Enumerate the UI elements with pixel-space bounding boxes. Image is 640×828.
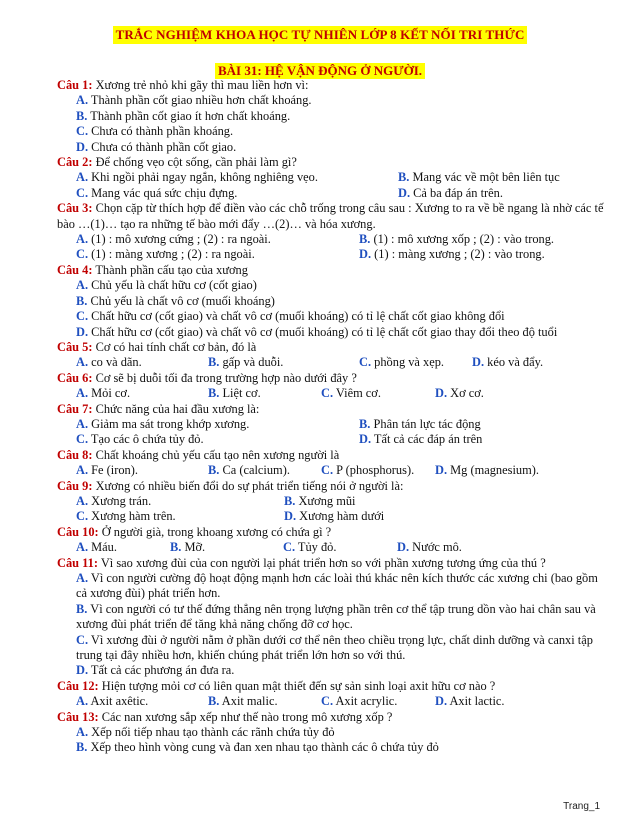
question-text: Xương trẻ nhỏ khi gãy thì mau liền hơn vì: bbox=[92, 78, 309, 92]
page-number: Trang_1 bbox=[563, 801, 600, 812]
question-text: Cơ có hai tính chất cơ bản, đó là bbox=[92, 339, 257, 354]
option-b: B. Liệt cơ. bbox=[208, 386, 261, 401]
option-c: C. Tạo các ô chứa tủy đỏ. bbox=[76, 432, 204, 447]
option-row bbox=[57, 170, 605, 185]
question-number: Câu 2: bbox=[57, 155, 93, 170]
option-row bbox=[57, 509, 605, 524]
option-d: D. kéo và đẩy. bbox=[472, 355, 544, 370]
option-b: B. Chủ yếu là chất vô cơ (muối khoáng) bbox=[76, 293, 275, 308]
option-a: A. Chủ yếu là chất hữu cơ (cốt giao) bbox=[76, 278, 257, 293]
question-text: Thành phần cấu tạo của xương bbox=[92, 262, 248, 277]
question-text: Cơ sẽ bị duỗi tối đa trong trường hợp nào dưới đây ? bbox=[92, 370, 357, 385]
question-3 bbox=[57, 201, 605, 232]
option-c: C. Tủy đỏ. bbox=[283, 540, 337, 555]
option-row bbox=[57, 247, 605, 262]
document-title: TRẮC NGHIỆM KHOA HỌC TỰ NHIÊN LỚP 8 KẾT NỐI TRI THỨC bbox=[113, 26, 528, 44]
option-a: A. Mỏi cơ. bbox=[76, 386, 131, 401]
question-6 bbox=[57, 371, 605, 386]
option-c: C. phồng và xẹp. bbox=[359, 355, 445, 370]
option-d: D. Xương hàm dưới bbox=[284, 509, 385, 524]
option-row bbox=[57, 355, 605, 370]
option-row bbox=[57, 463, 605, 478]
question-text: Ở người già, trong khoang xương có chứa gì ? bbox=[98, 524, 332, 539]
option-a: A. co và dãn. bbox=[76, 355, 142, 370]
option-c: C. Vì xương đùi ở người nằm ở phần dưới cơ thể nên theo chiều trọng lực, chất dinh dưỡng và canxi tập trung tại đây nhiều hơn, khiến chúng phát triển lớn hơn so với thú. bbox=[76, 632, 593, 663]
option-c: C. Chưa có thành phần khoáng. bbox=[76, 124, 234, 139]
question-number: Câu 11: bbox=[57, 555, 98, 570]
option-d: D. Chất hữu cơ (cốt giao) và chất vô cơ (muối khoáng) có tỉ lệ chất cốt giao thay đổi theo độ tuổi bbox=[76, 324, 558, 339]
option-row bbox=[57, 540, 605, 555]
option-row bbox=[57, 186, 605, 201]
option-b: B. Mang vác về một bên liên tục bbox=[398, 170, 560, 185]
question-number: Câu 5: bbox=[57, 339, 93, 354]
question-5 bbox=[57, 340, 605, 355]
option-b: B. Phân tán lực tác động bbox=[359, 416, 481, 431]
question-4 bbox=[57, 263, 605, 278]
option-c: C. Mang vác quá sức chịu đựng. bbox=[76, 185, 238, 200]
question-list bbox=[57, 78, 605, 756]
option-c: C. Viêm cơ. bbox=[321, 386, 381, 401]
option-a: A. Axit axêtic. bbox=[76, 694, 149, 709]
option-b: B. Mỡ. bbox=[170, 540, 206, 555]
option-b: B. Ca (calcium). bbox=[208, 463, 290, 478]
option-b: B. Axit malic. bbox=[208, 694, 278, 709]
option-d: D. Axit lactic. bbox=[435, 694, 505, 709]
option-row bbox=[57, 386, 605, 401]
option-b: B. gấp và duỗi. bbox=[208, 355, 284, 370]
question-text: Để chống vẹo cột sống, cần phải làm gì? bbox=[92, 155, 297, 170]
option-a: A. Thành phần cốt giao nhiều hơn chất khoáng. bbox=[76, 93, 312, 108]
option-d: D. Mg (magnesium). bbox=[435, 463, 539, 478]
question-number: Câu 7: bbox=[57, 401, 93, 416]
option-row bbox=[57, 232, 605, 247]
option-d: D. Tất cả các phương án đưa ra. bbox=[76, 663, 235, 678]
option-a: A. Xếp nối tiếp nhau tạo thành các rãnh chứa tủy đỏ bbox=[76, 725, 335, 740]
question-text: Chất khoáng chủ yếu cấu tạo nên xương người là bbox=[92, 447, 340, 462]
question-number: Câu 13: bbox=[57, 709, 99, 724]
question-7 bbox=[57, 402, 605, 417]
question-12 bbox=[57, 679, 605, 694]
question-text: Hiện tượng mỏi cơ có liên quan mật thiết đến sự sản sinh loại axit hữu cơ nào ? bbox=[98, 678, 496, 693]
option-a: A. Vì con người cường độ hoạt động mạnh hơn các loài thú khác nên kích thước các xương chi (bao gồm cả xương đùi) phát triển hơn. bbox=[76, 571, 598, 601]
option-a: A. Khi ngồi phải ngay ngắn, không nghiêng vẹo. bbox=[76, 170, 318, 185]
option-d: D. Xơ cơ. bbox=[435, 386, 484, 401]
option-c: C. P (phosphorus). bbox=[321, 463, 415, 478]
question-1 bbox=[57, 78, 605, 93]
option-b: B. (1) : mô xương xốp ; (2) : vào trong. bbox=[359, 232, 555, 247]
option-c: C. Axit acrylic. bbox=[321, 694, 398, 709]
question-13 bbox=[57, 710, 605, 725]
question-8 bbox=[57, 448, 605, 463]
option-c: C. (1) : màng xương ; (2) : ra ngoài. bbox=[76, 247, 255, 262]
option-a: A. (1) : mô xương cứng ; (2) : ra ngoài. bbox=[76, 232, 271, 247]
question-10 bbox=[57, 525, 605, 540]
question-number: Câu 8: bbox=[57, 447, 93, 462]
option-row bbox=[57, 417, 605, 432]
option-d: D. Cả ba đáp án trên. bbox=[398, 185, 503, 200]
question-number: Câu 12: bbox=[57, 678, 99, 693]
option-row bbox=[57, 694, 605, 709]
option-d: D. Chưa có thành phần cốt giao. bbox=[76, 139, 237, 154]
option-b: B. Xếp theo hình vòng cung và đan xen nhau tạo thành các ô chứa tủy đỏ bbox=[76, 740, 439, 755]
option-a: A. Máu. bbox=[76, 540, 117, 555]
question-number: Câu 9: bbox=[57, 478, 93, 493]
question-9 bbox=[57, 479, 605, 494]
option-row bbox=[57, 432, 605, 447]
option-d: D. Nước mô. bbox=[397, 540, 462, 555]
question-11 bbox=[57, 556, 605, 571]
question-text: Xương có nhiều biến đổi do sự phát triển tiếng nói ở người là: bbox=[92, 478, 404, 493]
option-d: D. (1) : màng xương ; (2) : vào trong. bbox=[359, 247, 545, 262]
question-number: Câu 3: bbox=[57, 201, 93, 216]
option-a: A. Giảm ma sát trong khớp xương. bbox=[76, 416, 250, 431]
option-b: B. Thành phần cốt giao ít hơn chất khoáng. bbox=[76, 108, 291, 123]
option-row bbox=[57, 494, 605, 509]
option-c: C. Xương hàm trên. bbox=[76, 509, 176, 524]
question-text: Các nan xương sắp xếp như thế nào trong mô xương xốp ? bbox=[98, 709, 393, 724]
question-number: Câu 4: bbox=[57, 262, 93, 277]
lesson-title: BÀI 31: HỆ VẬN ĐỘNG Ở NGƯỜI. bbox=[215, 63, 425, 79]
option-d: D. Tất cả các đáp án trên bbox=[359, 432, 483, 447]
option-a: A. Xương trán. bbox=[76, 493, 152, 508]
question-number: Câu 1: bbox=[57, 78, 93, 92]
option-c: C. Chất hữu cơ (cốt giao) và chất vô cơ (muối khoáng) có tỉ lệ chất cốt giao không đổi bbox=[76, 309, 505, 324]
question-text: Chức năng của hai đầu xương là: bbox=[92, 401, 260, 416]
question-text: Chọn cặp từ thích hợp để điền vào các chỗ trống trong câu sau : Xương to ra về bề ngang là nhờ các tế bào …(1)… tạo ra những tế bào mới đẩy …(2)… và hóa xương. bbox=[57, 201, 604, 231]
option-b: B. Xương mũi bbox=[284, 493, 356, 508]
question-2 bbox=[57, 155, 605, 170]
question-text: Vì sao xương đùi của con người lại phát triển hơn so với phần xương tương ứng của thú ? bbox=[97, 555, 546, 570]
option-b: B. Vì con người có tư thế đứng thẳng nên trọng lượng phần trên cơ thể tập trung dồn vào hai chân sau và xương đùi phát triển để tăng khả năng chống đỡ cơ học. bbox=[76, 601, 596, 632]
option-a: A. Fe (iron). bbox=[76, 463, 138, 478]
question-number: Câu 6: bbox=[57, 370, 93, 385]
question-number: Câu 10: bbox=[57, 524, 99, 539]
